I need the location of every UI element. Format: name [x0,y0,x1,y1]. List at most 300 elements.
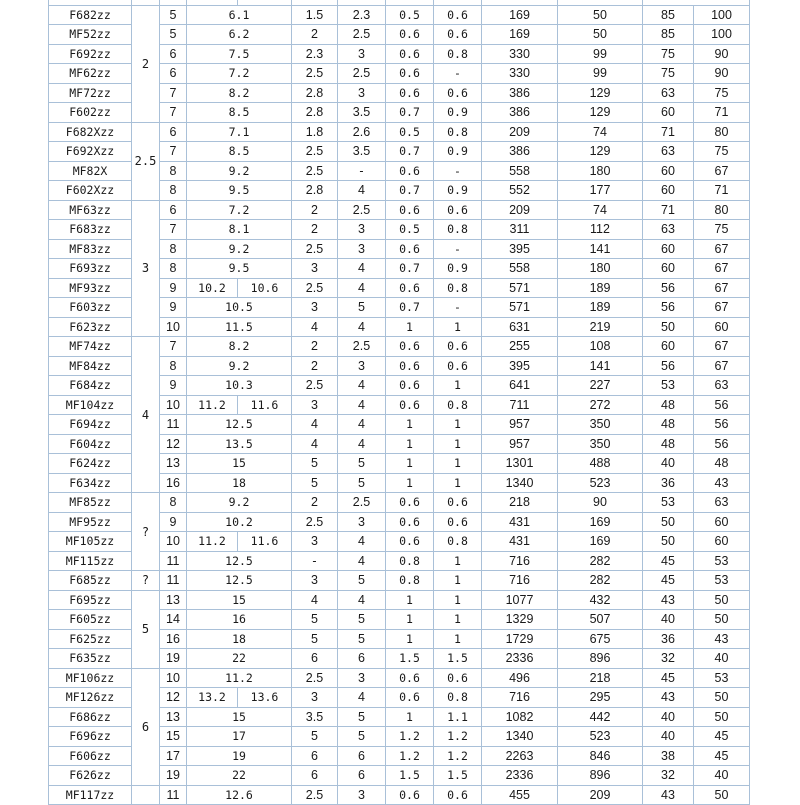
r1-cell: 1.2 [434,746,482,766]
flange-w-cell: 3.5 [338,103,386,123]
flange-w-cell: 4 [338,259,386,279]
speed-grease-cell: 36 [643,629,694,649]
r-cell: 0.6 [386,395,434,415]
outer-d-cell: 10 [160,395,187,415]
outer-d-cell: 8 [160,239,187,259]
r-cell: 0.7 [386,181,434,201]
speed-oil-cell: 67 [694,259,750,279]
dynamic-load-cell: 716 [482,571,558,591]
static-load-cell: 50 [558,5,643,25]
dynamic-load-cell: 558 [482,259,558,279]
outer-d-cell: 13 [160,590,187,610]
r-cell: 1 [386,610,434,630]
r1-cell: 0.6 [434,200,482,220]
flange-d-cell: 11.2 [187,668,292,688]
flange-d-cell: 13.5 [187,434,292,454]
dynamic-load-cell: 455 [482,785,558,805]
dynamic-load-cell: 386 [482,83,558,103]
dynamic-load-cell: 571 [482,278,558,298]
table-row [49,122,750,142]
flange-d-cell: 9.5 [187,181,292,201]
flange-d-cell: 8.5 [187,142,292,162]
model-cell: F625zz [49,629,132,649]
r-cell: 0.6 [386,337,434,357]
speed-grease-cell: 60 [643,259,694,279]
static-load-cell: 108 [558,337,643,357]
static-load-cell: 129 [558,83,643,103]
speed-grease-cell: 75 [643,64,694,84]
dynamic-load-cell: 395 [482,239,558,259]
model-cell: F626zz [49,766,132,786]
model-cell: F603zz [49,298,132,318]
static-load-cell: 675 [558,629,643,649]
static-load-cell: 282 [558,571,643,591]
flange-w-cell: 5 [338,454,386,474]
outer-d-cell: 7 [160,103,187,123]
outer-d-cell: 7 [160,337,187,357]
speed-oil-cell: 45 [694,746,750,766]
flange-w-cell: 2.5 [338,25,386,45]
flange-w-cell: 5 [338,707,386,727]
speed-oil-cell: 67 [694,239,750,259]
outer-d-cell: 13 [160,707,187,727]
r1-cell: - [434,239,482,259]
flange-w-cell: 4 [338,278,386,298]
model-cell: MF62zz [49,64,132,84]
flange-d-cell: 16 [187,610,292,630]
model-cell: F682zz [49,5,132,25]
flange-w-cell: 4 [338,415,386,435]
flange-d-cell: 9.2 [187,356,292,376]
speed-grease-cell: 45 [643,668,694,688]
outer-d-cell: 6 [160,200,187,220]
speed-grease-cell: 48 [643,395,694,415]
flange-w-cell: 6 [338,746,386,766]
model-cell: F682Xzz [49,122,132,142]
flange-w-cell: 2.6 [338,122,386,142]
r-cell: 0.7 [386,298,434,318]
r-cell: 0.7 [386,259,434,279]
bore-cell [132,785,160,805]
speed-oil-cell: 45 [694,727,750,747]
flange-d-cell: 12.5 [187,415,292,435]
flange-w-cell: 4 [338,688,386,708]
width-cell: 2.5 [292,512,338,532]
flange-d-cell: 7.1 [187,122,292,142]
flange-w-cell: 2.5 [338,200,386,220]
speed-grease-cell: 63 [643,220,694,240]
table-row [49,337,750,357]
speed-oil-cell: 75 [694,220,750,240]
dynamic-load-cell: 311 [482,220,558,240]
flange-w-cell: 4 [338,395,386,415]
width-cell: 4 [292,434,338,454]
speed-grease-cell: 71 [643,122,694,142]
static-load-cell: 74 [558,200,643,220]
static-load-cell: 129 [558,103,643,123]
width-cell: 2.8 [292,103,338,123]
r-cell: 0.6 [386,64,434,84]
r1-cell: 0.6 [434,83,482,103]
dynamic-load-cell: 431 [482,532,558,552]
width-cell: 2.5 [292,278,338,298]
dynamic-load-cell: 1077 [482,590,558,610]
speed-grease-cell: 43 [643,590,694,610]
r-cell: 0.6 [386,785,434,805]
speed-oil-cell: 60 [694,532,750,552]
r1-cell: 0.6 [434,337,482,357]
static-load-cell: 129 [558,142,643,162]
r-cell: 1.2 [386,727,434,747]
speed-oil-cell: 60 [694,512,750,532]
width-cell: 2.5 [292,376,338,396]
flange-d2-cell: 11.6 [238,395,292,415]
r1-cell: 0.6 [434,25,482,45]
r-cell: 0.6 [386,83,434,103]
width-cell: 3 [292,532,338,552]
flange-d2-cell: 10.6 [238,278,292,298]
r-cell: 0.6 [386,239,434,259]
model-cell: MF82X [49,161,132,181]
r-cell: 0.6 [386,44,434,64]
dynamic-load-cell: 957 [482,415,558,435]
model-cell: MF52zz [49,25,132,45]
speed-grease-cell: 63 [643,83,694,103]
dynamic-load-cell: 330 [482,44,558,64]
width-cell: 6 [292,766,338,786]
dynamic-load-cell: 571 [482,298,558,318]
model-cell: F624zz [49,454,132,474]
outer-d-cell: 13 [160,454,187,474]
r1-cell: - [434,298,482,318]
static-load-cell: 432 [558,590,643,610]
static-load-cell: 189 [558,278,643,298]
dynamic-load-cell: 641 [482,376,558,396]
outer-d-cell: 8 [160,259,187,279]
width-cell: - [292,551,338,571]
r1-cell: 1 [434,454,482,474]
speed-oil-cell: 56 [694,395,750,415]
flange-w-cell: 5 [338,610,386,630]
model-cell: F602Xzz [49,181,132,201]
flange-d-cell: 12.6 [187,785,292,805]
outer-d-cell: 7 [160,142,187,162]
outer-d-cell: 16 [160,629,187,649]
model-cell: F604zz [49,434,132,454]
speed-oil-cell: 56 [694,434,750,454]
r1-cell: 1 [434,434,482,454]
flange-w-cell: 6 [338,649,386,669]
flange-w-cell: 4 [338,376,386,396]
width-cell: 2.5 [292,142,338,162]
width-cell: 2.8 [292,83,338,103]
bore-cell: 4 [132,337,160,493]
outer-d-cell: 8 [160,161,187,181]
width-cell: 6 [292,746,338,766]
r-cell: 1 [386,473,434,493]
r1-cell: - [434,161,482,181]
width-cell: 3.5 [292,707,338,727]
r1-cell: 0.9 [434,142,482,162]
flange-d-cell: 19 [187,746,292,766]
speed-oil-cell: 50 [694,785,750,805]
outer-d-cell: 8 [160,181,187,201]
speed-oil-cell: 75 [694,83,750,103]
speed-oil-cell: 50 [694,590,750,610]
r1-cell: 0.6 [434,785,482,805]
speed-oil-cell: 48 [694,454,750,474]
bearing-spec-table [48,0,750,805]
flange-w-cell: 2.5 [338,337,386,357]
model-cell: MF105zz [49,532,132,552]
flange-d-cell: 8.1 [187,220,292,240]
static-load-cell: 507 [558,610,643,630]
dynamic-load-cell: 1301 [482,454,558,474]
flange-w-cell: 4 [338,590,386,610]
outer-d-cell: 7 [160,220,187,240]
model-cell: F692Xzz [49,142,132,162]
model-cell: MF83zz [49,239,132,259]
width-cell: 5 [292,454,338,474]
outer-d-cell: 11 [160,785,187,805]
bore-cell: 6 [132,668,160,785]
outer-d-cell: 9 [160,278,187,298]
outer-d-cell: 19 [160,649,187,669]
flange-w-cell: 3 [338,512,386,532]
static-load-cell: 90 [558,493,643,513]
flange-d-cell: 15 [187,707,292,727]
flange-d-cell: 15 [187,590,292,610]
r1-cell: 0.6 [434,512,482,532]
flange-w-cell: 3 [338,220,386,240]
speed-oil-cell: 56 [694,415,750,435]
outer-d-cell: 5 [160,25,187,45]
r-cell: 0.7 [386,103,434,123]
model-cell: MF95zz [49,512,132,532]
dynamic-load-cell: 255 [482,337,558,357]
r-cell: 0.6 [386,25,434,45]
static-load-cell: 177 [558,181,643,201]
speed-grease-cell: 40 [643,454,694,474]
outer-d-cell: 9 [160,512,187,532]
r1-cell: 1.5 [434,649,482,669]
width-cell: 3 [292,259,338,279]
outer-d-cell: 6 [160,44,187,64]
flange-d-cell: 22 [187,766,292,786]
speed-oil-cell: 50 [694,610,750,630]
r-cell: 1.5 [386,766,434,786]
model-cell: F696zz [49,727,132,747]
flange-d-cell: 8.2 [187,83,292,103]
static-load-cell: 180 [558,259,643,279]
r1-cell: 0.6 [434,5,482,25]
speed-grease-cell: 48 [643,415,694,435]
dynamic-load-cell: 552 [482,181,558,201]
static-load-cell: 112 [558,220,643,240]
flange-d-cell: 7.5 [187,44,292,64]
width-cell: 3 [292,395,338,415]
width-cell: 5 [292,629,338,649]
flange-d-cell: 9.2 [187,493,292,513]
r-cell: 1 [386,317,434,337]
r-cell: 0.6 [386,532,434,552]
r-cell: 0.6 [386,161,434,181]
static-load-cell: 295 [558,688,643,708]
static-load-cell: 74 [558,122,643,142]
model-cell: F635zz [49,649,132,669]
table-row [49,785,750,805]
flange-d-cell: 9.2 [187,161,292,181]
r-cell: 1 [386,454,434,474]
outer-d-cell: 17 [160,746,187,766]
r-cell: 0.6 [386,668,434,688]
width-cell: 3 [292,571,338,591]
outer-d-cell: 19 [160,766,187,786]
r1-cell: 1 [434,551,482,571]
r-cell: 0.6 [386,278,434,298]
r1-cell: 0.6 [434,493,482,513]
bore-cell: 2 [132,5,160,122]
dynamic-load-cell: 1082 [482,707,558,727]
outer-d-cell: 14 [160,610,187,630]
outer-d-cell: 11 [160,415,187,435]
model-cell: F683zz [49,220,132,240]
speed-oil-cell: 40 [694,649,750,669]
dynamic-load-cell: 218 [482,493,558,513]
flange-d-cell: 10.5 [187,298,292,318]
model-cell: F602zz [49,103,132,123]
flange-d-cell: 18 [187,629,292,649]
flange-w-cell: 3 [338,83,386,103]
outer-d-cell: 10 [160,532,187,552]
static-load-cell: 50 [558,25,643,45]
r1-cell: 1 [434,415,482,435]
width-cell: 2 [292,493,338,513]
table-row [49,571,750,591]
speed-grease-cell: 32 [643,649,694,669]
static-load-cell: 209 [558,785,643,805]
flange-d-cell: 9.2 [187,239,292,259]
r1-cell: 1 [434,376,482,396]
flange-d-cell: 11.2 [187,395,238,415]
r-cell: 1.5 [386,649,434,669]
width-cell: 2.3 [292,44,338,64]
speed-oil-cell: 67 [694,356,750,376]
speed-oil-cell: 90 [694,44,750,64]
r1-cell: 0.8 [434,532,482,552]
r-cell: 0.5 [386,5,434,25]
width-cell: 1.5 [292,5,338,25]
r-cell: 0.8 [386,551,434,571]
r1-cell: 0.8 [434,220,482,240]
speed-grease-cell: 45 [643,571,694,591]
r-cell: 0.7 [386,142,434,162]
flange-w-cell: 5 [338,473,386,493]
table-row [49,200,750,220]
flange-w-cell: 5 [338,298,386,318]
flange-w-cell: 2.5 [338,64,386,84]
flange-d-cell: 13.2 [187,688,238,708]
speed-oil-cell: 63 [694,493,750,513]
r-cell: 0.6 [386,356,434,376]
speed-oil-cell: 80 [694,200,750,220]
flange-d-cell: 17 [187,727,292,747]
speed-grease-cell: 45 [643,551,694,571]
static-load-cell: 282 [558,551,643,571]
outer-d-cell: 9 [160,376,187,396]
r-cell: 1 [386,415,434,435]
speed-grease-cell: 85 [643,25,694,45]
speed-oil-cell: 71 [694,103,750,123]
speed-grease-cell: 36 [643,473,694,493]
r1-cell: 0.9 [434,103,482,123]
speed-oil-cell: 50 [694,688,750,708]
flange-w-cell: 4 [338,434,386,454]
dynamic-load-cell: 1340 [482,473,558,493]
static-load-cell: 169 [558,512,643,532]
r1-cell: 0.8 [434,395,482,415]
flange-w-cell: 4 [338,551,386,571]
r1-cell: 1.5 [434,766,482,786]
model-cell: F686zz [49,707,132,727]
flange-d-cell: 11.2 [187,532,238,552]
flange-d-cell: 12.5 [187,571,292,591]
speed-grease-cell: 60 [643,161,694,181]
table-body [49,0,750,805]
static-load-cell: 488 [558,454,643,474]
dynamic-load-cell: 496 [482,668,558,688]
dynamic-load-cell: 431 [482,512,558,532]
dynamic-load-cell: 558 [482,161,558,181]
width-cell: 2.5 [292,239,338,259]
model-cell: F693zz [49,259,132,279]
outer-d-cell: 16 [160,473,187,493]
r1-cell: 0.6 [434,356,482,376]
width-cell: 2 [292,220,338,240]
r1-cell: 0.8 [434,278,482,298]
outer-d-cell: 11 [160,571,187,591]
width-cell: 2 [292,200,338,220]
r1-cell: 1 [434,473,482,493]
flange-d-cell: 10.3 [187,376,292,396]
static-load-cell: 99 [558,44,643,64]
speed-grease-cell: 53 [643,493,694,513]
width-cell: 2.5 [292,161,338,181]
r-cell: 0.6 [386,512,434,532]
outer-d-cell: 10 [160,668,187,688]
width-cell: 2.5 [292,785,338,805]
flange-w-cell: 6 [338,766,386,786]
speed-oil-cell: 53 [694,551,750,571]
static-load-cell: 169 [558,532,643,552]
speed-oil-cell: 67 [694,337,750,357]
static-load-cell: 180 [558,161,643,181]
table-row [49,5,750,25]
dynamic-load-cell: 386 [482,142,558,162]
bore-cell: 3 [132,200,160,337]
r1-cell: 0.8 [434,44,482,64]
outer-d-cell: 12 [160,688,187,708]
speed-grease-cell: 40 [643,727,694,747]
dynamic-load-cell: 2336 [482,766,558,786]
bore-cell: ? [132,571,160,591]
flange-d-cell: 6.2 [187,25,292,45]
dynamic-load-cell: 209 [482,122,558,142]
outer-d-cell: 6 [160,122,187,142]
dynamic-load-cell: 631 [482,317,558,337]
speed-grease-cell: 60 [643,181,694,201]
width-cell: 4 [292,415,338,435]
